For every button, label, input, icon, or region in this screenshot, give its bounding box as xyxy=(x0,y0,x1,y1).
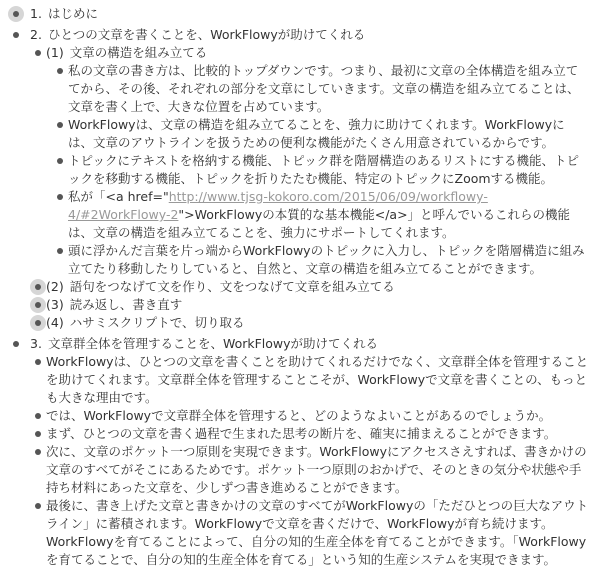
outline-row[interactable] xyxy=(30,425,589,443)
bullet-dot-icon xyxy=(35,449,41,455)
outline-note xyxy=(30,443,589,497)
outline-item xyxy=(30,44,589,278)
outline-item-text[interactable] xyxy=(24,26,589,44)
outline-item-number: (4) xyxy=(46,315,64,330)
outline-item-text[interactable] xyxy=(46,353,589,407)
outline-note xyxy=(30,497,589,569)
bullet-icon[interactable] xyxy=(8,26,24,44)
outline-note xyxy=(52,152,589,188)
bullet-icon[interactable] xyxy=(30,44,46,62)
outline-item-text[interactable] xyxy=(46,407,589,425)
outline-item-label: 私の文章の書き方は、比較的トップダウンです。つまり、最初に文章の全体構造を組み立ててから、その後、それぞれの部分を文章にしていきます。文章の構造を組み立てることは、文章を書く上で、大きな位置を占めています。 xyxy=(68,63,580,114)
outline-row[interactable] xyxy=(52,152,589,188)
collapsed-bullet-icon[interactable] xyxy=(30,278,46,296)
outline-item-label: 最後に、書き上げた文章と書きかけの文章のすべてがWorkFlowyの「ただひとつの巨大なアウトライン」に蓄積されます。WorkFlowyで文章を書くだけで、WorkFlowyが育ち続けます。WorkFlowyを育てることによって、自分の知的生産全体を育てることができます。「WorkFlowyを育てることで、自分の知的生産全体を育てる」という知的生産システムを実現できます。 xyxy=(46,498,589,567)
bullet-icon[interactable] xyxy=(52,62,68,80)
outline-item-label: トピックにテキストを格納する機能、トピック群を階層構造のあるリストにする機能、トピックを移動する機能、トピックを折りたたむ機能、特定のトピックにZoomする機能。 xyxy=(68,153,580,186)
outline-note xyxy=(30,353,589,407)
outline-item-text[interactable] xyxy=(24,335,589,353)
bullet-icon[interactable] xyxy=(8,335,24,353)
bullet-icon[interactable] xyxy=(30,407,46,425)
outline-item-text-after-link: ">WorkFlowyの本質的な基本機能</a>」と呼んでいるこれらの機能は、文章の構造を組み立てることを、強力にサポートしてくれます。 xyxy=(68,207,571,240)
outline-children xyxy=(30,353,589,569)
outline-item-label: 語句をつなげて文を作り、文をつなげて文章を組み立てる xyxy=(69,279,395,294)
outline-row[interactable] xyxy=(52,116,589,152)
outline-row[interactable] xyxy=(30,497,589,569)
bullet-icon[interactable] xyxy=(30,497,46,515)
outline-item-label: WorkFlowyは、ひとつの文章を書くことを助けてくれるだけでなく、文章群全体を管理することを助けてくれます。文章群全体を管理することこそが、WorkFlowyで文章を書くことの、もっとも大きな理由です。 xyxy=(46,354,589,405)
bullet-icon[interactable] xyxy=(52,116,68,134)
outline-item-label: まず、ひとつの文章を書く過程で生まれた思考の断片を、確実に捕まえることができます。 xyxy=(46,426,557,441)
outline-item-label: ひとつの文章を書くことを、WorkFlowyが助けてくれる xyxy=(47,27,366,42)
outline-children xyxy=(30,44,589,332)
outline-row[interactable] xyxy=(30,353,589,407)
outline-item-label: 読み返し、書き直す xyxy=(69,297,183,312)
outline-item-text[interactable] xyxy=(46,278,589,296)
bullet-icon[interactable] xyxy=(52,242,68,260)
outline-item-text[interactable] xyxy=(68,116,589,152)
outline-row[interactable] xyxy=(52,242,589,278)
outline-note xyxy=(30,407,589,425)
bullet-dot-icon xyxy=(57,122,63,128)
url-link[interactable]: http://www.tjsg-kokoro.com/2015/06/09/workflowy-4/#2WorkFlowy-2 xyxy=(68,189,488,222)
outline-item-number: 3. xyxy=(30,336,42,351)
outline-note xyxy=(30,425,589,443)
outline-item-number: 1. xyxy=(30,6,42,21)
outline-item-label: はじめに xyxy=(47,6,98,21)
outline-item xyxy=(8,26,589,332)
bullet-dot-icon xyxy=(13,341,19,347)
bullet-dot-icon xyxy=(35,503,41,509)
outline-row[interactable] xyxy=(52,188,589,242)
bullet-dot-icon xyxy=(13,11,19,17)
outline-item-text[interactable] xyxy=(46,314,589,332)
outline-row[interactable] xyxy=(30,44,589,62)
outline-row[interactable] xyxy=(8,26,589,44)
outline-item-text[interactable] xyxy=(46,44,589,62)
outline-note xyxy=(30,314,589,332)
outline-note xyxy=(30,278,589,296)
bullet-dot-icon xyxy=(57,158,63,164)
outline-note xyxy=(8,5,589,23)
outline-note xyxy=(30,296,589,314)
outline-item-label: WorkFlowyは、文章の構造を組み立てることを、強力に助けてくれます。WorkFlowyには、文章のアウトラインを扱うための便利な機能がたくさん用意されているからです。 xyxy=(68,117,565,150)
outline-item-number: (1) xyxy=(46,45,64,60)
bullet-icon[interactable] xyxy=(30,443,46,461)
outline-row[interactable] xyxy=(30,296,589,314)
bullet-dot-icon xyxy=(35,320,41,326)
outline-row[interactable] xyxy=(52,62,589,116)
outline-item xyxy=(8,335,589,569)
outline-item-text[interactable] xyxy=(46,497,589,569)
outline-row[interactable] xyxy=(8,335,589,353)
outline-item-label: では、WorkFlowyで文章群全体を管理すると、どのようなよいことがあるのでしょうか。 xyxy=(46,408,552,423)
bullet-dot-icon xyxy=(57,248,63,254)
bullet-dot-icon xyxy=(35,359,41,365)
outline-note xyxy=(52,188,589,242)
bullet-dot-icon xyxy=(35,302,41,308)
bullet-dot-icon xyxy=(35,431,41,437)
outline-note xyxy=(52,242,589,278)
bullet-icon[interactable] xyxy=(52,188,68,206)
outline-item-label: ハサミスクリプトで、切り取る xyxy=(69,315,245,330)
outline-item-text[interactable] xyxy=(68,242,589,278)
outline-note xyxy=(52,116,589,152)
bullet-icon[interactable] xyxy=(30,425,46,443)
outline-row[interactable] xyxy=(30,443,589,497)
outline-row[interactable] xyxy=(8,5,589,23)
bullet-dot-icon xyxy=(35,50,41,56)
bullet-dot-icon xyxy=(13,32,19,38)
outline-item-text[interactable] xyxy=(46,296,589,314)
bullet-icon[interactable] xyxy=(30,353,46,371)
outline-note xyxy=(52,62,589,116)
outline-item-label: 文章群全体を管理することを、WorkFlowyが助けてくれる xyxy=(47,336,379,351)
outline-item-number: (2) xyxy=(46,279,64,294)
outline-row[interactable] xyxy=(30,278,589,296)
outline-row[interactable] xyxy=(30,407,589,425)
outline-item-label: 文章の構造を組み立てる xyxy=(69,45,208,60)
outline-item-number: (3) xyxy=(46,297,64,312)
outline-item-text[interactable] xyxy=(24,5,589,23)
outline-item-text-before-link: 私が「<a href=" xyxy=(68,189,169,204)
outline-item-label: 次に、文章のポケット一つ原則を実現できます。WorkFlowyにアクセスさえすれば、書きかけの文章のすべてがそこにあるためです。ポケット一つ原則のおかげで、そのときの気分や状態や手持ち材料にあった文章を、少しずつ書き進めることができます。 xyxy=(46,444,587,495)
bullet-dot-icon xyxy=(35,284,41,290)
bullet-dot-icon xyxy=(57,194,63,200)
outline-item-label: 頭に浮かんだ言葉を片っ端からWorkFlowyのトピックに入力し、トピックを階層構造に組み立てたり移動したりしていると、自然と、文章の構造を組み立てることができます。 xyxy=(68,243,585,276)
outline-row[interactable] xyxy=(30,314,589,332)
outline-item-number: 2. xyxy=(30,27,42,42)
collapsed-bullet-icon[interactable] xyxy=(30,296,46,314)
outline-item-text[interactable] xyxy=(68,152,589,188)
outline-item-text[interactable] xyxy=(68,188,589,242)
bullet-dot-icon xyxy=(57,68,63,74)
outline-item-text[interactable] xyxy=(46,443,589,497)
outline-item-text[interactable] xyxy=(68,62,589,116)
outline-children xyxy=(52,62,589,278)
bullet-dot-icon xyxy=(35,413,41,419)
collapsed-bullet-icon[interactable] xyxy=(30,314,46,332)
collapsed-bullet-icon[interactable] xyxy=(8,5,24,23)
bullet-icon[interactable] xyxy=(52,152,68,170)
outline-item-text[interactable] xyxy=(46,425,589,443)
